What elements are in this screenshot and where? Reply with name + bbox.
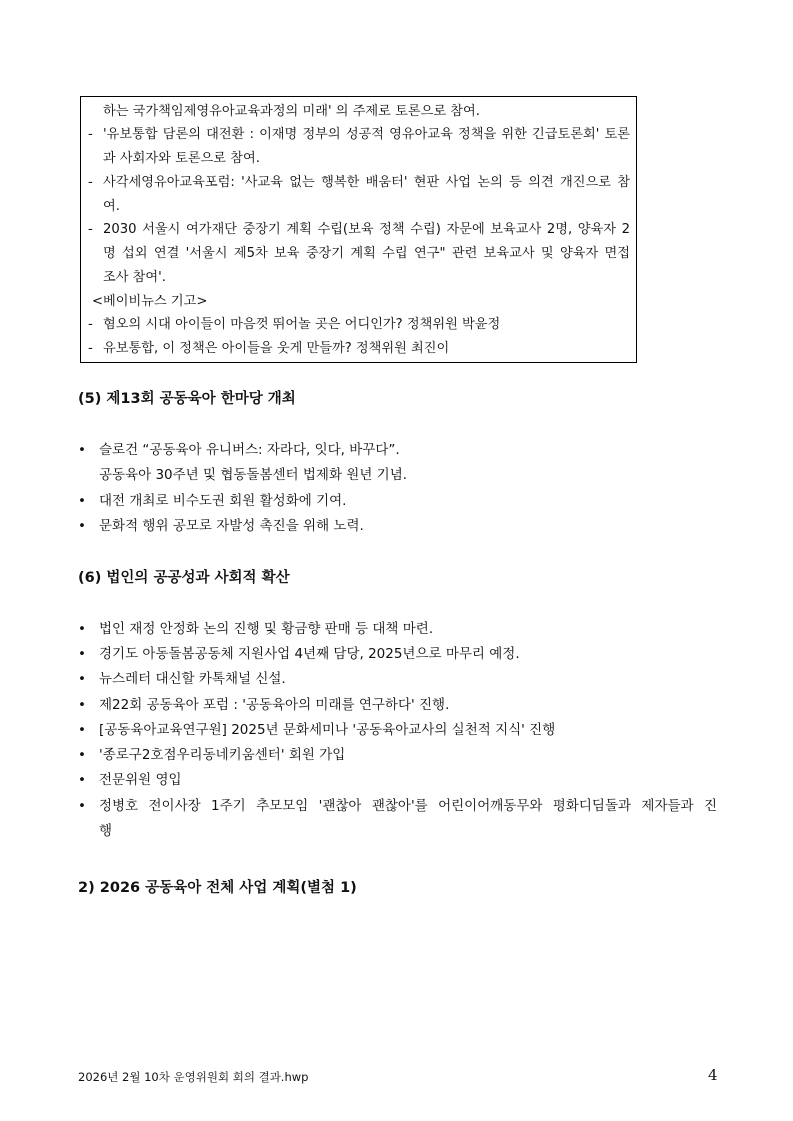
- box-item-3-line-2: 명 섭외 연결 '서울시 제5차 보육 중장기 계획 수립 연구" 관련 보육교사 및 양육자 면접: [103, 246, 630, 261]
- footer-filename: 2026년 2월 10차 운영위원회 회의 결과.hwp: [78, 1070, 309, 1084]
- bullet-marker: •: [78, 671, 86, 687]
- s6-bullet-8-line-1: 정병호 전이사장 1주기 추모모임 '괜찮아 괜찮아'를 어린이어깨동무와 평화디딤돌과 제자들과 진: [99, 798, 717, 814]
- box-item-3-line-3: 조사 참여'.: [103, 270, 166, 285]
- bullet-marker: •: [78, 697, 86, 713]
- s5-bullet-3: 문화적 행위 공모로 자발성 촉진을 위해 노력.: [99, 518, 364, 534]
- s6-bullet-1: 법인 재정 안정화 논의 진행 및 황금향 판매 등 대책 마련.: [99, 621, 434, 637]
- dash-marker: -: [88, 341, 93, 356]
- box-item-2-line-1: 사각세영유아교육포럼: '사교육 없는 행복한 배움터' 현판 사업 논의 등 의견 개진으로 참: [103, 175, 630, 190]
- dash-marker: -: [88, 222, 93, 237]
- bullet-marker: •: [78, 722, 86, 738]
- bullet-marker: •: [78, 442, 86, 458]
- bullet-marker: •: [78, 772, 86, 788]
- dash-marker: -: [88, 317, 93, 332]
- box-line-1: 하는 국가책임제영유아교육과정의 미래' 의 주제로 토론으로 참여.: [103, 104, 480, 119]
- box-item-5: 유보통합, 이 정책은 아이들을 웃게 만들까? 정책위원 최진이: [103, 341, 450, 356]
- box-item-1-line-1: '유보통합 담론의 대전환 : 이재명 정부의 성공적 영유아교육 정책을 위한 긴급토론회' 토론: [103, 127, 630, 142]
- s5-bullet-1-line-1: 슬로건 “공동육아 유니버스: 자라다, 잇다, 바꾸다”.: [99, 442, 400, 458]
- bullet-marker: •: [78, 621, 86, 637]
- bullet-marker: •: [78, 493, 86, 509]
- dash-marker: -: [88, 175, 93, 190]
- s5-bullet-2: 대전 개최로 비수도권 회원 활성화에 기여.: [99, 493, 347, 509]
- bullet-marker: •: [78, 646, 86, 662]
- box-item-4: 혐오의 시대 아이들이 마음껏 뛰어놀 곳은 어디인가? 정책위원 박윤정: [103, 317, 501, 332]
- baby-news-label: <베이비뉴스 기고>: [92, 294, 208, 309]
- section-6-heading: (6) 법인의 공공성과 사회적 확산: [78, 570, 290, 586]
- s6-bullet-7: 전문위원 영입: [99, 772, 182, 788]
- s6-bullet-2: 경기도 아동돌봄공동체 지원사업 4년째 담당, 2025년으로 마무리 예정.: [99, 646, 520, 662]
- box-item-2-line-2: 여.: [103, 199, 120, 214]
- s6-bullet-3: 뉴스레터 대신할 카톡채널 신설.: [99, 671, 286, 687]
- section-5-heading: (5) 제13회 공동육아 한마당 개최: [78, 391, 296, 407]
- s6-bullet-5: [공동육아교육연구원] 2025년 문화세미나 '공동육아교사의 실천적 지식' 진행: [99, 722, 556, 738]
- plan-2026-heading: 2) 2026 공동육아 전체 사업 계획(별첨 1): [78, 880, 357, 896]
- bullet-marker: •: [78, 518, 86, 534]
- s6-bullet-8-line-2: 행: [99, 823, 113, 839]
- dash-marker: -: [88, 127, 93, 142]
- box-item-1-line-2: 과 사회자와 토론으로 참여.: [103, 151, 260, 166]
- s5-bullet-1-line-2: 공동육아 30주년 및 협동돌봄센터 법제화 원년 기념.: [99, 467, 408, 483]
- s6-bullet-4: 제22회 공동육아 포럼 : '공동육아의 미래를 연구하다' 진행.: [99, 697, 450, 713]
- bullet-marker: •: [78, 747, 86, 763]
- s6-bullet-6: '종로구2호점우리동네키움센터' 회원 가입: [99, 747, 346, 763]
- bullet-marker: •: [78, 798, 86, 814]
- page-number: 4: [708, 1066, 718, 1084]
- box-item-3-line-1: 2030 서울시 여가재단 중장기 계획 수립(보육 정책 수립) 자문에 보육교사 2명, 양육자 2: [103, 222, 630, 237]
